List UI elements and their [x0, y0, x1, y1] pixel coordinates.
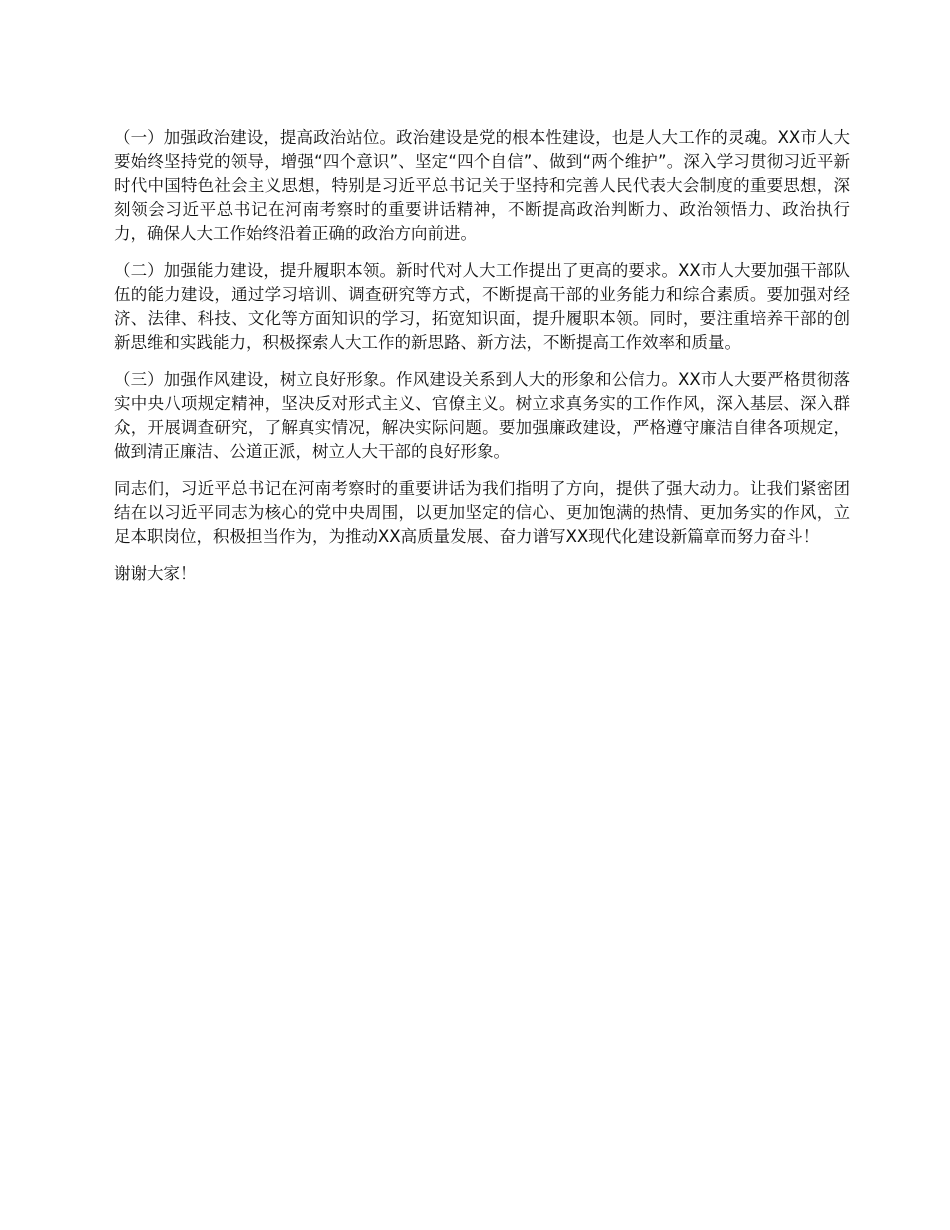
- closing-thanks: 谢谢大家！: [114, 564, 197, 583]
- paragraph-political-building: （一）加强政治建设，提高政治站位。政治建设是党的根本性建设，也是人大工作的灵魂。XX市人大要始终坚持党的领导，增强“四个意识”、坚定“四个自信”、做到“两个维护”。深入学习贯彻习近平新时代中国特色社会主义思想，特别是习近平总书记关于坚持和完善人民代表大会制度的重要思想，深刻领会习近平总书记在河南考察时的重要讲话精神，不断提高政治判断力、政治领悟力、政治执行力，确保人大工作始终沿着正确的政治方向前进。: [114, 128, 850, 243]
- paragraph-style-building: （三）加强作风建设，树立良好形象。作风建设关系到人大的形象和公信力。XX市人大要严格贯彻落实中央八项规定精神，坚决反对形式主义、官僚主义。树立求真务实的工作作风，深入基层、深入群众，开展调查研究，了解真实情况，解决实际问题。要加强廉政建设，严格遵守廉洁自律各项规定，做到清正廉洁、公道正派，树立人大干部的良好形象。: [114, 370, 850, 461]
- document-body: [114, 126, 850, 599]
- paragraph-capacity-building: （二）加强能力建设，提升履职本领。新时代对人大工作提出了更高的要求。XX市人大要加强干部队伍的能力建设，通过学习培训、调查研究等方式，不断提高干部的业务能力和综合素质。要加强对经济、法律、科技、文化等方面知识的学习，拓宽知识面，提升履职本领。同时，要注重培养干部的创新思维和实践能力，积极探索人大工作的新思路、新方法，不断提高工作效率和质量。: [114, 261, 850, 352]
- paragraph-conclusion: 同志们，习近平总书记在河南考察时的重要讲话为我们指明了方向，提供了强大动力。让我们紧密团结在以习近平同志为核心的党中央周围，以更加坚定的信心、更加饱满的热情、更加务实的作风，立足本职岗位，积极担当作为，为推动XX高质量发展、奋力谱写XX现代化建设新篇章而努力奋斗！: [114, 479, 850, 546]
